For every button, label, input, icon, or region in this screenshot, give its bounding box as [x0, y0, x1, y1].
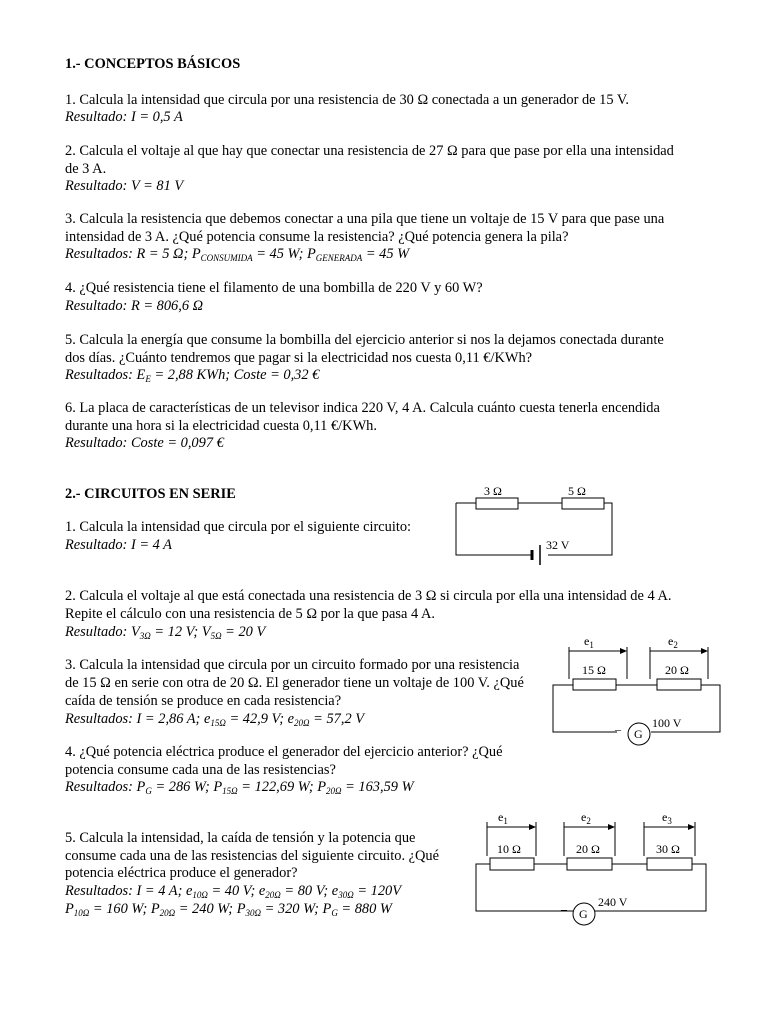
- circuit3-e3-arrowhead: [688, 824, 695, 830]
- circuit2-resistor-2: [657, 679, 701, 690]
- s2-q5-result-2: $P_{10\Omega} = 160$ W; $P_{20\Omega} = 240$ W; $P_{30\Omega} = 320$ W; $P_G = 880$ W: [65, 901, 392, 918]
- circuit1-voltage-label: 32 V: [546, 538, 570, 552]
- s1-q2-result: Resultado: V = 81 V: [65, 178, 184, 194]
- s1-q3-line1: 3. Calcula la resistencia que debemos conectar a una pila que tiene un voltaje de 15 V para que pase una: [65, 211, 665, 227]
- s1-q6-line1: 6. La placa de características de un televisor indica 220 V, 4 A. Calcula cuánto cuesta tenerla encendida: [65, 400, 660, 416]
- s2-q2-line1: 2. Calcula el voltaje al que está conectada una resistencia de 3 Ω si circula por ella una intensidad de 4 A.: [65, 588, 672, 604]
- s2-q2-result: Resultado: $V_{3\Omega} = 12$ V; $V_{5\Omega} = 20$ V: [65, 624, 266, 641]
- circuit3-e1-label: $e_1$: [498, 810, 508, 826]
- circuit2-resistor-1: [573, 679, 616, 690]
- s2-q2-line2: Repite el cálculo con una resistencia de 5 Ω por la que pasa 4 A.: [65, 606, 435, 622]
- circuit3-e2-arrowhead: [608, 824, 615, 830]
- s1-q1-result: Resultado: I = 0,5 A: [65, 109, 183, 125]
- circuit1-wire-bottom-left: [456, 503, 532, 555]
- circuit3-resistor-3: [647, 858, 692, 870]
- s2-q4-line1: 4. ¿Qué potencia eléctrica produce el generador del ejercicio anterior? ¿Qué: [65, 744, 503, 760]
- circuit1-resistor-1: [476, 498, 518, 509]
- circuit3-resistor-2: [567, 858, 612, 870]
- section-2-title: 2.- CIRCUITOS EN SERIE: [65, 486, 236, 502]
- s2-q5-line2: consume cada una de las resistencias del siguiente circuito. ¿Qué: [65, 848, 440, 864]
- circuit3-minus-sign: –: [561, 902, 567, 916]
- circuit2-voltage-label: 100 V: [652, 716, 682, 730]
- circuit2-r2-label: 20 Ω: [665, 663, 689, 677]
- circuit1-resistor-2: [562, 498, 604, 509]
- s1-q5-line1: 5. Calcula la energía que consume la bombilla del ejercicio anterior si nos la dejamos conectada durante: [65, 332, 664, 348]
- circuit2-generator-label: G: [634, 727, 643, 741]
- s2-q3-result: Resultados: I = 2,86 A; $e_{15\Omega} = 42,9$ V; $e_{20\Omega} = 57,2$ V: [65, 711, 365, 728]
- s1-q5-result: Resultados: $E_E = 2,88$ KWh; Coste = 0,32 €: [65, 367, 320, 384]
- circuit3-r1-label: 10 Ω: [497, 842, 521, 856]
- s2-q4-result: Resultados: $P_G = 286$ W; $P_{15\Omega} = 122,69$ W; $P_{20\Omega} = 163,59$ W: [65, 779, 414, 796]
- s2-q5-result-1: Resultados: I = 4 A; $e_{10\Omega} = 40$ V; $e_{20\Omega} = 80$ V; $e_{30\Omega} = 120V$: [65, 883, 402, 900]
- s2-q3-line2: de 15 Ω en serie con otra de 20 Ω. El generador tiene un voltaje de 100 V. ¿Qué: [65, 675, 524, 691]
- circuit-diagram-3: [470, 808, 710, 933]
- circuit-diagram-2: [548, 632, 728, 752]
- circuit3-e1-arrowhead: [529, 824, 536, 830]
- circuit3-e3-label: $e_3$: [662, 810, 672, 826]
- circuit3-e2-label: $e_2$: [581, 810, 591, 826]
- circuit3-resistor-1: [490, 858, 534, 870]
- circuit1-r1-label: 3 Ω: [484, 484, 502, 498]
- s1-q4-result: Resultado: R = 806,6 Ω: [65, 298, 204, 314]
- circuit3-r2-label: 20 Ω: [576, 842, 600, 856]
- s2-q4-line2: potencia consume cada una de las resistencias?: [65, 762, 336, 778]
- circuit3-wire-left: [476, 864, 573, 911]
- s1-q2-line2: de 3 A.: [65, 161, 107, 177]
- circuit2-e1-arrowhead: [620, 648, 627, 654]
- s2-q5-line1: 5. Calcula la intensidad, la caída de tensión y la potencia que: [65, 830, 416, 846]
- s2-q3-line1: 3. Calcula la intensidad que circula por un circuito formado por una resistencia: [65, 657, 520, 673]
- s1-q2-line1: 2. Calcula el voltaje al que hay que conectar una resistencia de 27 Ω para que pase por ella una intensidad: [65, 143, 674, 159]
- circuit2-e1-label: $e_1$: [584, 634, 594, 650]
- section-1-title: 1.- CONCEPTOS BÁSICOS: [65, 56, 241, 72]
- s2-q3-line3: caída de tensión se produce en cada resistencia?: [65, 693, 342, 709]
- circuit2-wire-left: [553, 685, 617, 732]
- s1-q6-line2: durante una hora si la electricidad cuesta 0,11 €/KWh.: [65, 418, 377, 434]
- circuit-diagram-1: [440, 480, 620, 565]
- circuit2-r1-label: 15 Ω: [582, 663, 606, 677]
- s1-q3-result: Resultados: R = 5 Ω; $P_{CONSUMIDA} = 45$ W; $P_{GENERADA} = 45$ W: [65, 246, 410, 263]
- circuit2-e2-arrowhead: [701, 648, 708, 654]
- circuit2-e2-label: $e_2$: [668, 634, 678, 650]
- s2-q1-text: 1. Calcula la intensidad que circula por el siguiente circuito:: [65, 519, 412, 535]
- circuit3-generator-label: G: [579, 907, 588, 921]
- circuit3-voltage-label: 240 V: [598, 895, 628, 909]
- s1-q6-result: Resultado: Coste = 0,097 €: [65, 435, 224, 451]
- s1-q5-line2: dos días. ¿Cuánto tendremos que pagar si la electricidad nos cuesta 0,11 €/KWh?: [65, 350, 533, 366]
- s2-q1-result: Resultado: I = 4 A: [65, 537, 172, 553]
- circuit1-r2-label: 5 Ω: [568, 484, 586, 498]
- circuit2-minus-sign: –: [615, 722, 621, 736]
- circuit3-r3-label: 30 Ω: [656, 842, 680, 856]
- s1-q4-text: 4. ¿Qué resistencia tiene el filamento de una bombilla de 220 V y 60 W?: [65, 280, 483, 296]
- s1-q3-line2: intensidad de 3 A. ¿Qué potencia consume la resistencia? ¿Qué potencia genera la pila?: [65, 229, 569, 245]
- s2-q5-line3: potencia eléctrica produce el generador?: [65, 865, 298, 881]
- s1-q1-text: 1. Calcula la intensidad que circula por una resistencia de 30 Ω conectada a un generador de 15 V.: [65, 92, 629, 108]
